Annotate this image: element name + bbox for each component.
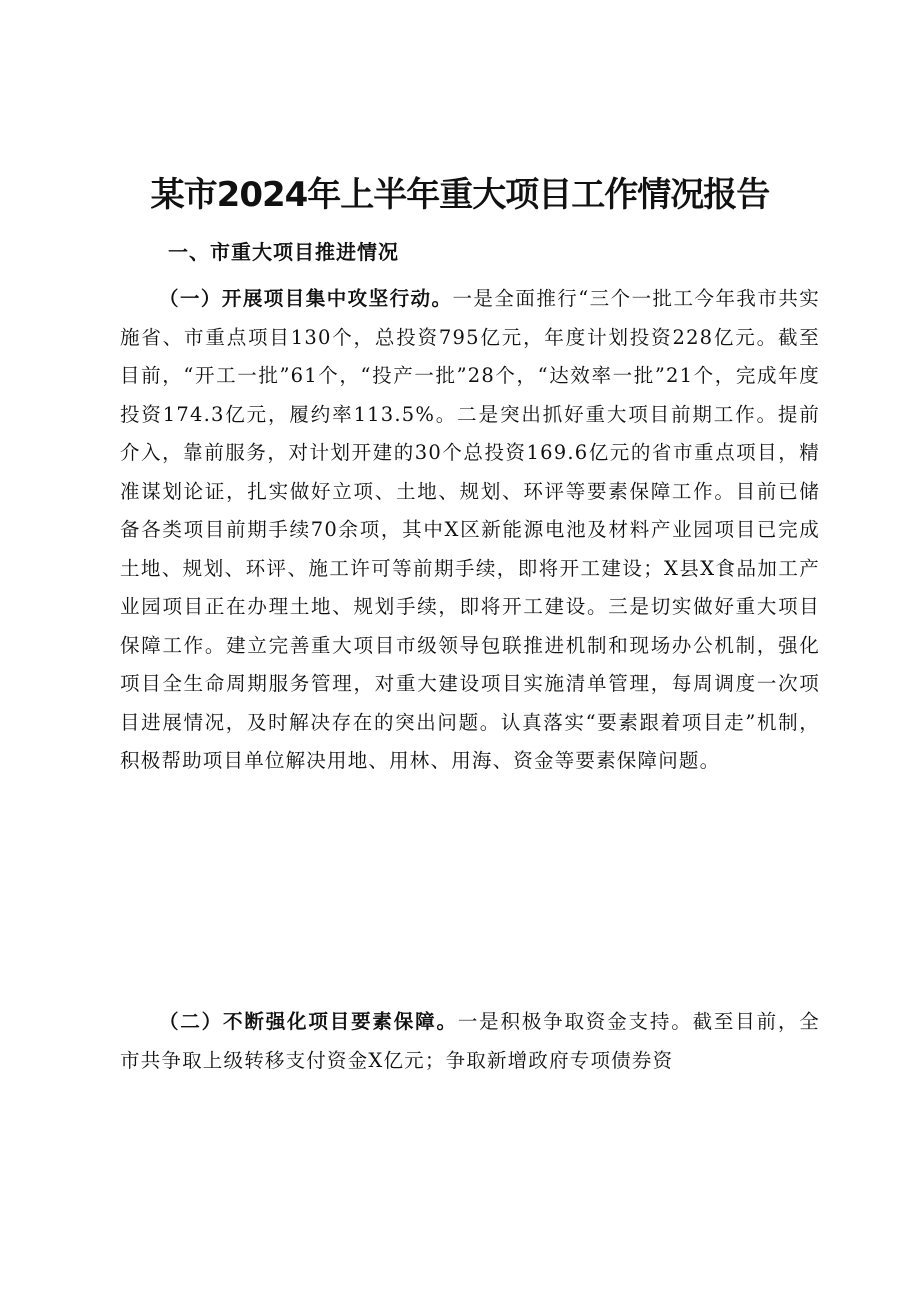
paragraph-factor-guarantee	[120, 1003, 820, 1080]
paragraph-project-push	[120, 280, 820, 781]
section-heading: 一、市重大项目推进情况	[168, 240, 399, 264]
document-title: 某市2024年上半年重大项目工作情况报告	[150, 175, 770, 215]
paragraph-body: 一是全面推行“三个一批工今年我市共实施省、市重点项目130个，总投资795亿元，年度计划投资228亿元。截至目前，“开工一批”61个，“投产一批”28个，“达效率一批”21个，完成年度投资174.3亿元，履约率113.5%。二是突出抓好重大项目前期工作。提前介入，靠前服务，对计划开建的30个总投资169.6亿元的省市重点项目，精准谋划论证，扎实做好立项、土地、规划、环评等要素保障工作。目前已储备各类项目前期手续70余项，其中X区新能源电池及材料产业园项目已完成土地、规划、环评、施工许可等前期手续，即将开工建设；X县X食品加工产业园项目正在办理土地、规划手续，即将开工建设。三是切实做好重大项目保障工作。建立完善重大项目市级领导包联推进机制和现场办公机制，强化项目全生命周期服务管理，对重大建设项目实施清单管理，每周调度一次项目进展情况，及时解决存在的突出问题。认真落实“要素跟着项目走”机制，积极帮助项目单位解决用地、用林、用海、资金等要素保障问题。	[120, 287, 820, 772]
paragraph-lead: （一）开展项目集中攻坚行动。	[159, 287, 453, 310]
paragraph-lead: （二）不断强化项目要素保障。	[159, 1010, 458, 1033]
paragraph-body: 一是积极争取资金支持。截至目前，全市共争取上级转移支付资金X亿元；争取新增政府专项债券资	[120, 1010, 820, 1072]
